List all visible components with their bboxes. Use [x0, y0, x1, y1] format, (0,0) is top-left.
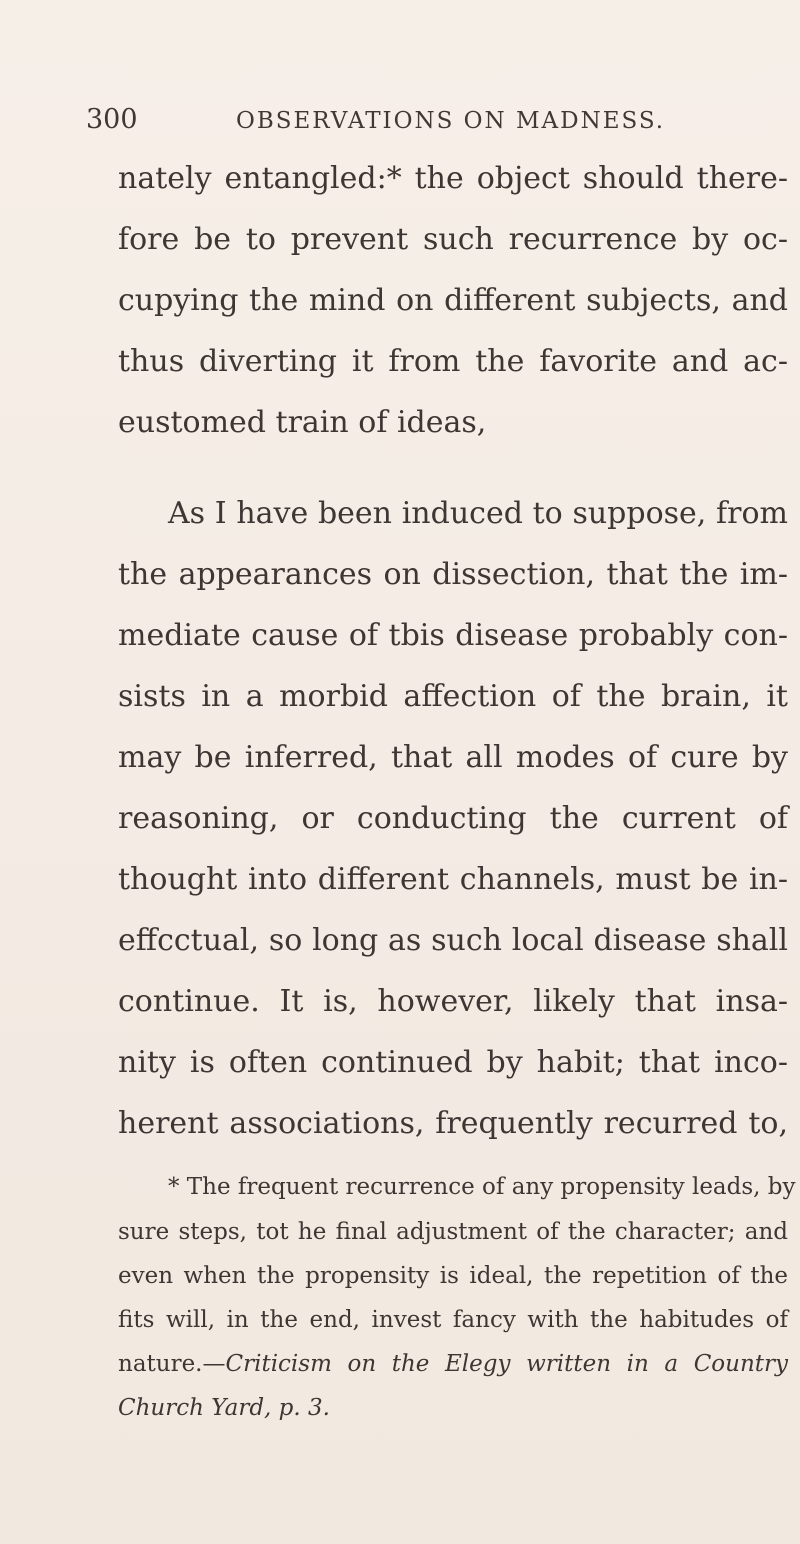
- footnote-line: fits will, in the end, invest fancy with the habitudes of: [118, 1307, 788, 1333]
- text-line: nately entangled:* the object should there-: [118, 161, 788, 196]
- footnote-citation-line: Church Yard, p. 3.: [118, 1395, 330, 1421]
- footnote-line: sure steps, tot he final adjustment of the character; and: [118, 1219, 788, 1245]
- text-line: herent associations, frequently recurred to,: [118, 1106, 788, 1141]
- text-line: thought into different channels, must be in-: [118, 862, 788, 897]
- text-line: fore be to prevent such recurrence by oc-: [118, 222, 788, 257]
- text-line: eustomed train of ideas,: [118, 405, 487, 440]
- text-line: reasoning, or conducting the current of: [118, 801, 788, 836]
- text-line: sists in a morbid affection of the brain, it: [118, 679, 788, 714]
- page-number: 300: [86, 104, 138, 135]
- text-line: thus diverting it from the favorite and ac-: [118, 344, 788, 379]
- page-header: [86, 104, 746, 144]
- footnote-line: [118, 1350, 788, 1378]
- footnote-text: nature.—: [118, 1351, 226, 1377]
- text-line: cupying the mind on different subjects, and: [118, 283, 788, 318]
- text-line: mediate cause of tbis disease probably con-: [118, 618, 788, 653]
- text-line: the appearances on dissection, that the im-: [118, 557, 788, 592]
- text-line: nity is often continued by habit; that inco-: [118, 1045, 788, 1080]
- text-line: continue. It is, however, likely that insa-: [118, 984, 788, 1019]
- footnote-citation: Criticism on the Elegy written in a Country: [225, 1351, 788, 1377]
- text-line: effcctual, so long as such local disease shall: [118, 923, 788, 958]
- footnote-line: * The frequent recurrence of any propensity leads, by: [168, 1174, 796, 1200]
- footnote-line: even when the propensity is ideal, the repetition of the: [118, 1263, 788, 1289]
- running-title: OBSERVATIONS ON MADNESS.: [236, 108, 666, 134]
- text-line: may be inferred, that all modes of cure by: [118, 740, 788, 775]
- text-line: As I have been induced to suppose, from: [168, 496, 788, 531]
